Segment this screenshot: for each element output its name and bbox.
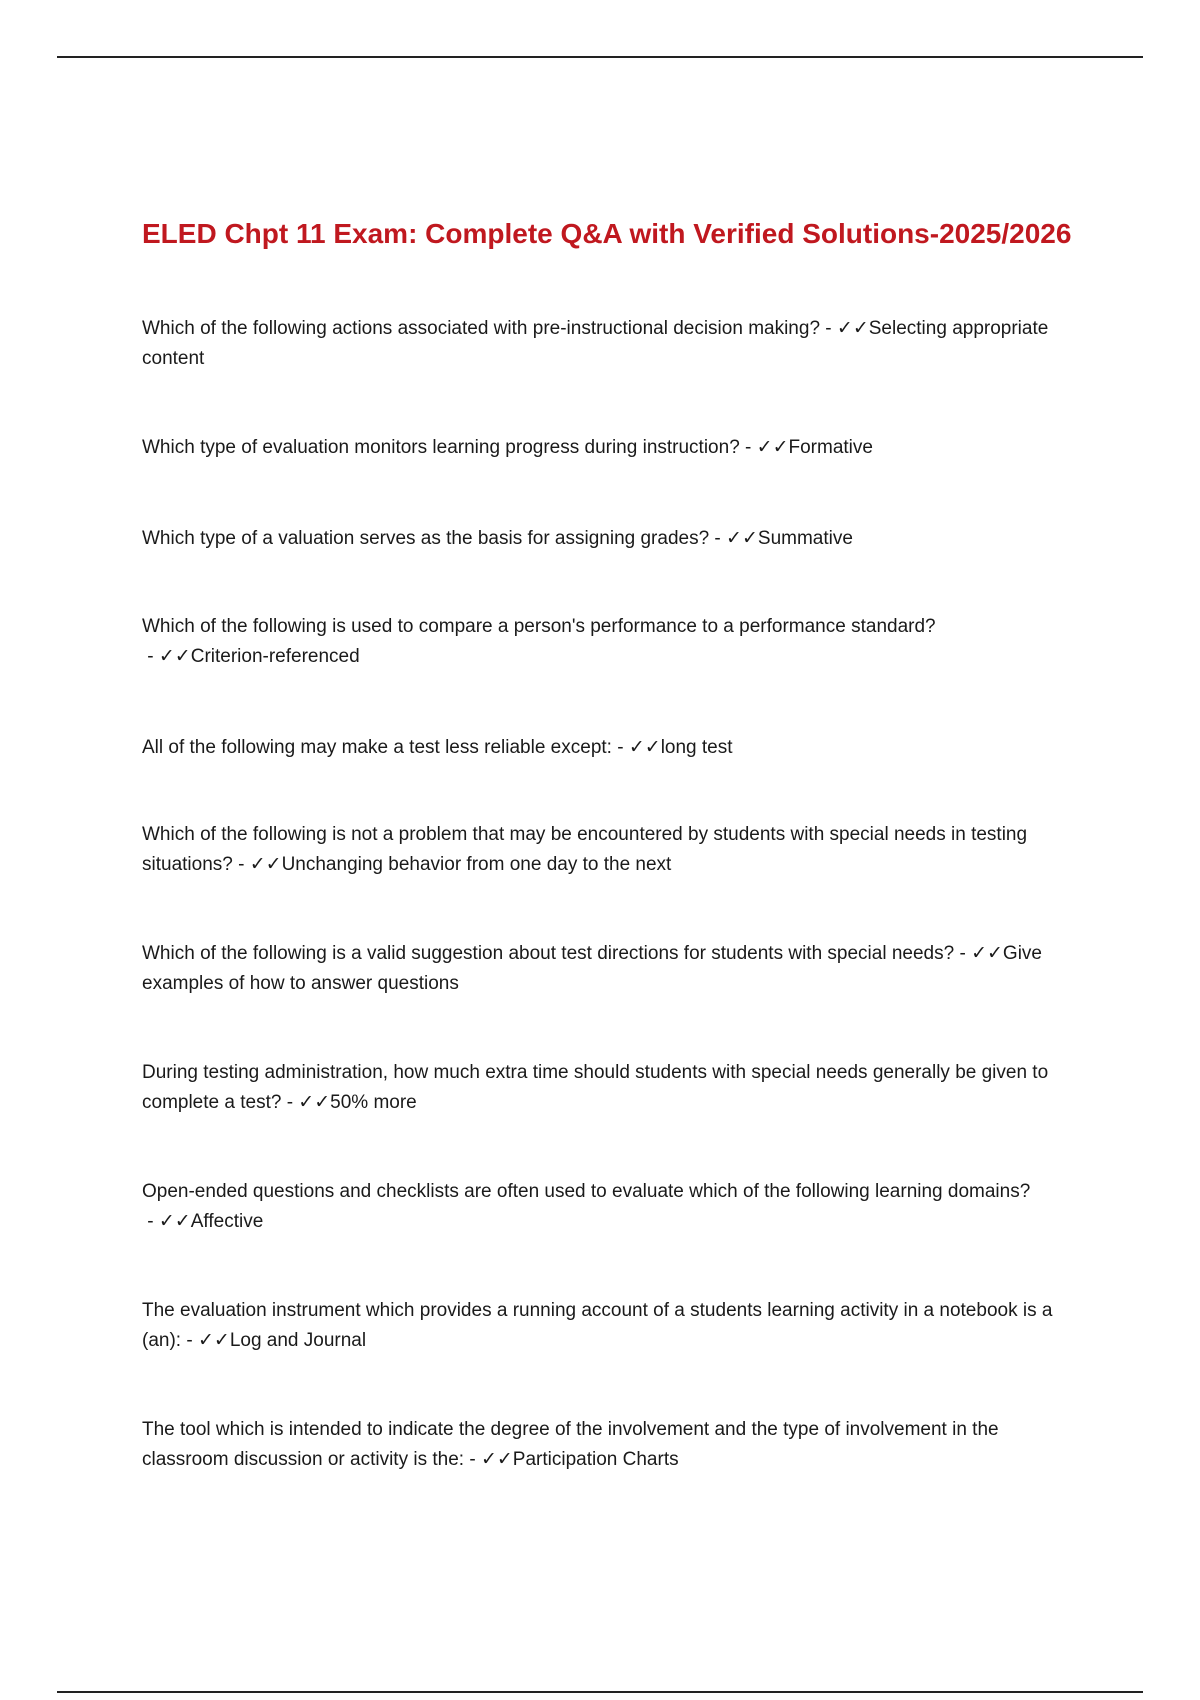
answer-text: 50% more <box>330 1092 417 1113</box>
question-text: The tool which is intended to indicate the degree of the involvement and the type of involvement in the classroom discussion or activity is the: <box>142 1419 999 1470</box>
question-text: Which type of evaluation monitors learning progress during instruction? <box>142 437 740 458</box>
answer-text: Criterion-referenced <box>190 646 360 667</box>
question-text: Which of the following is a valid suggestion about test directions for students with special needs? <box>142 943 955 964</box>
qa-item <box>142 1177 1062 1237</box>
answer-text: Summative <box>757 528 853 549</box>
answer-check-icon: - ✓✓ <box>954 943 1003 964</box>
answer-text: Give examples of how to answer questions <box>142 943 1042 994</box>
question-text: Which of the following is not a problem that may be encountered by students with special needs in testing situations? <box>142 824 1028 875</box>
answer-check-icon: - ✓✓ <box>142 646 191 667</box>
qa-item <box>142 820 1062 880</box>
qa-item <box>142 939 1062 999</box>
answer-text: Selecting appropriate content <box>142 318 1049 369</box>
header-rule <box>57 56 1143 58</box>
answer-text: Formative <box>788 437 873 458</box>
question-text: Which of the following is used to compare a person's performance to a performance standard? <box>142 616 936 637</box>
footer-rule <box>57 1691 1143 1693</box>
question-text: Open-ended questions and checklists are often used to evaluate which of the following learning domains? <box>142 1181 1031 1202</box>
question-text: All of the following may make a test less reliable except: <box>142 737 612 758</box>
question-text: Which of the following actions associated with pre-instructional decision making? <box>142 318 821 339</box>
document-title: ELED Chpt 11 Exam: Complete Q&A with Verified Solutions-2025/2026 <box>142 218 1072 249</box>
answer-check-icon: - ✓✓ <box>709 528 758 549</box>
question-text: During testing administration, how much extra time should students with special needs generally be given to complete a test? <box>142 1062 1049 1113</box>
qa-item <box>142 612 1062 672</box>
answer-text: long test <box>660 737 733 758</box>
question-text: Which type of a valuation serves as the basis for assigning grades? <box>142 528 710 549</box>
answer-text: Unchanging behavior from one day to the next <box>281 854 672 875</box>
qa-item <box>142 1296 1062 1356</box>
qa-item <box>142 1058 1062 1118</box>
answer-check-icon: - ✓✓ <box>142 1211 191 1232</box>
answer-check-icon: - ✓✓ <box>611 737 661 758</box>
answer-check-icon: - ✓✓ <box>232 854 282 875</box>
answer-text: Affective <box>190 1211 264 1232</box>
answer-check-icon: - ✓✓ <box>464 1449 513 1470</box>
qa-item <box>142 314 1062 374</box>
answer-text: Participation Charts <box>512 1449 679 1470</box>
qa-item <box>142 733 1062 763</box>
answer-check-icon: - ✓✓ <box>739 437 789 458</box>
answer-check-icon: - ✓✓ <box>181 1330 230 1351</box>
question-text: The evaluation instrument which provides a running account of a students learning activity in a notebook is a (an): <box>142 1300 1053 1351</box>
answer-check-icon: - ✓✓ <box>281 1092 331 1113</box>
qa-item <box>142 1415 1062 1475</box>
qa-item <box>142 433 1062 463</box>
qa-item <box>142 524 1062 554</box>
answer-text: Log and Journal <box>229 1330 367 1351</box>
answer-check-icon: - ✓✓ <box>820 318 869 339</box>
